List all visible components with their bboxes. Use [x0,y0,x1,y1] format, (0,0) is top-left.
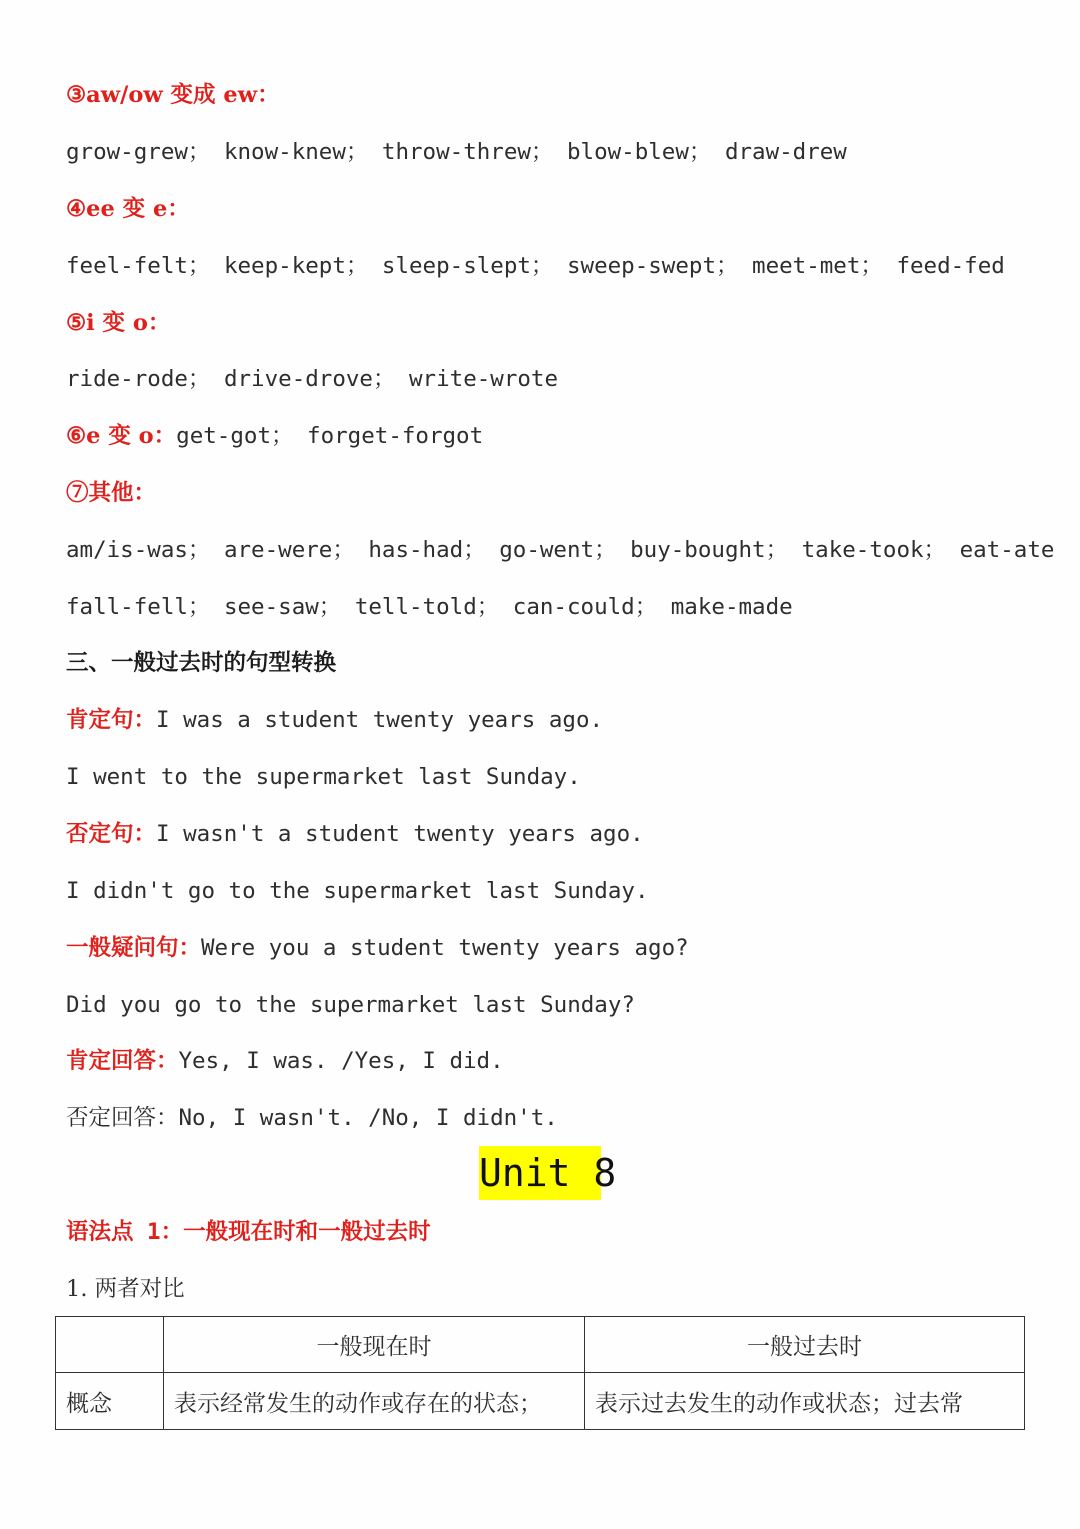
sentence-text: No, I wasn't. /No, I didn't. [178,1105,558,1131]
affirmative-line [66,703,603,737]
rule-aw-ow-examples [66,135,847,169]
table-cell: 概念 [56,1373,164,1430]
rule-label: ⑤i 变 o： [66,310,171,336]
sentence-text: I wasn't a student twenty years ago. [156,821,644,847]
table-header-row [56,1317,1025,1373]
table-cell: 表示过去发生的动作或状态；过去常 [585,1373,1025,1430]
sentence-type-label: 肯定回答： [66,1048,179,1074]
section-heading: 三、一般过去时的句型转换 [66,650,337,676]
negative-answer-line [66,1101,558,1135]
rule-label: ⑥e 变 o： [66,423,177,449]
example-text: ride-rode； drive-drove； write-wrote [66,366,559,392]
rule-ee-heading [66,192,190,226]
negative-line [66,817,644,851]
table-row [56,1373,1025,1430]
example-text: feel-felt； keep-kept； sleep-slept； sweep-swept； meet-met； feed-fed [66,253,1005,279]
sentence-type-label: 否定回答： [66,1105,179,1131]
question-line [66,931,689,965]
example-text: am/is-was； are-were； has-had； go-went； buy-bought； take-took； eat-ate [66,537,1055,563]
sentence-text: Did you go to the supermarket last Sunday? [66,992,635,1018]
negative-line-2 [66,874,648,908]
sentence-type-label: 一般疑问句： [66,935,202,961]
rule-other-heading [66,476,156,510]
sentence-type-label: 肯定句： [66,707,157,733]
sentence-type-label: 否定句： [66,821,157,847]
rule-i-examples [66,362,558,396]
table-cell: 表示经常发生的动作或存在的状态； [164,1373,585,1430]
example-text: grow-grew； know-knew； throw-threw； blow-blew； draw-drew [66,139,847,165]
example-text: get-got； forget-forgot [176,423,484,449]
sentence-text: Yes, I was. /Yes, I did. [178,1048,504,1074]
rule-other-examples-2 [66,590,793,624]
unit-title: Unit 8 [479,1146,601,1200]
rule-label: ③aw/ow 变成 ew： [66,82,280,108]
rule-other-examples-1 [66,533,1054,567]
table-header-cell [56,1317,164,1373]
sentence-text: I was a student twenty years ago. [156,707,604,733]
question-line-2 [66,988,635,1022]
rule-label: ⑦其他： [66,480,157,506]
rule-ee-examples [66,249,1005,283]
positive-answer-line [66,1044,504,1078]
rule-aw-ow-heading [66,78,280,112]
rule-e-line [66,419,483,453]
affirmative-line-2 [66,760,581,794]
sentence-text: Were you a student twenty years ago? [201,935,689,961]
rule-label: ④ee 变 e： [66,196,190,222]
comparison-subheading: 1. 两者对比 [66,1276,185,1302]
sentence-text: I went to the supermarket last Sunday. [66,764,581,790]
sentence-text: I didn't go to the supermarket last Sunday. [66,878,649,904]
comparison-table [55,1316,1025,1430]
rule-i-heading [66,306,170,340]
grammar-point-heading: 语法点 1：一般现在时和一般过去时 [66,1219,431,1245]
example-text: fall-fell； see-saw； tell-told； can-could； make-made [66,594,793,620]
table-header-cell: 一般过去时 [585,1317,1025,1373]
table-header-cell: 一般现在时 [164,1317,585,1373]
